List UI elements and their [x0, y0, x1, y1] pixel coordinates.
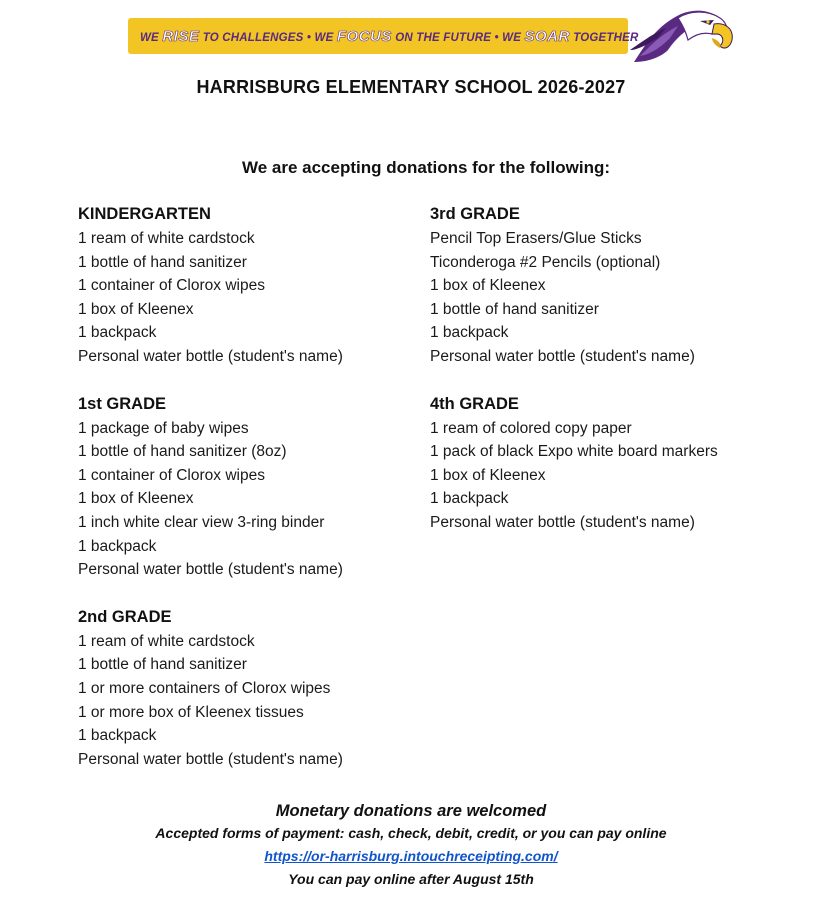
supply-item: 1 package of baby wipes — [78, 419, 249, 437]
supply-item: 1 or more box of Kleenex tissues — [78, 703, 304, 721]
supply-item: 1 bottle of hand sanitizer — [430, 300, 599, 318]
payment-note: You can pay online after August 15th — [288, 871, 534, 887]
supply-item: 1 box of Kleenex — [430, 466, 546, 484]
grade-2nd — [78, 606, 418, 772]
monetary-section — [0, 800, 822, 891]
grade-3rd — [430, 203, 790, 369]
supply-item: 1 or more containers of Clorox wipes — [78, 679, 331, 697]
grade-4th — [430, 393, 790, 535]
left-column — [78, 203, 418, 795]
supply-item: 1 bottle of hand sanitizer (8oz) — [78, 443, 287, 461]
supply-item: Personal water bottle (student's name) — [78, 347, 343, 365]
donation-intro: We are accepting donations for the following: — [241, 158, 611, 177]
eagle-head-icon — [626, 4, 736, 66]
supply-item: 1 container of Clorox wipes — [78, 277, 265, 295]
motto-banner — [128, 4, 738, 66]
supply-item: 1 backpack — [78, 537, 157, 555]
payment-forms: Accepted forms of payment: cash, check, debit, credit, or you can pay online — [155, 825, 667, 841]
supply-item: Personal water bottle (student's name) — [430, 347, 695, 365]
monetary-heading: Monetary donations are welcomed — [275, 802, 547, 820]
supply-item: Pencil Top Erasers/Glue Sticks — [430, 230, 642, 247]
supply-item: 1 backpack — [78, 727, 157, 745]
supply-item: 1 box of Kleenex — [78, 300, 194, 318]
supply-item: Personal water bottle (student's name) — [78, 561, 343, 579]
supply-item: 1 ream of white cardstock — [78, 632, 255, 650]
supply-item: 1 bottle of hand sanitizer — [78, 656, 247, 674]
supply-item: 1 container of Clorox wipes — [78, 466, 265, 484]
supply-item: 1 bottle of hand sanitizer — [78, 253, 247, 271]
grade-heading: KINDERGARTEN — [78, 205, 211, 223]
page-title: HARRISBURG ELEMENTARY SCHOOL 2026-2027 — [196, 77, 626, 97]
grade-heading: 4th GRADE — [430, 394, 519, 413]
supply-item: 1 ream of white cardstock — [78, 230, 255, 247]
grade-heading: 2nd GRADE — [78, 607, 172, 626]
payment-link[interactable]: https://or-harrisburg.intouchreceipting.com/ — [264, 848, 558, 864]
supply-item: Personal water bottle (student's name) — [430, 513, 695, 531]
supply-item: 1 pack of black Expo white board markers — [430, 443, 718, 461]
motto-text: WE RISE TO CHALLENGES • WE FOCUS ON THE FUTURE • WE SOAR TOGETHER — [140, 27, 639, 45]
supply-item: 1 inch white clear view 3-ring binder — [78, 513, 325, 531]
supply-item: Ticonderoga #2 Pencils (optional) — [430, 253, 661, 271]
right-column — [430, 203, 790, 559]
supply-item: 1 backpack — [78, 324, 157, 342]
supply-item: 1 box of Kleenex — [78, 490, 194, 508]
supply-item: Personal water bottle (student's name) — [78, 750, 343, 768]
supply-item: 1 ream of colored copy paper — [430, 419, 632, 437]
grade-heading: 1st GRADE — [78, 394, 167, 413]
supply-item: 1 backpack — [430, 490, 509, 508]
grade-1st — [78, 393, 418, 582]
supply-item: 1 backpack — [430, 324, 509, 342]
motto-bar — [128, 18, 639, 54]
grade-kindergarten — [78, 203, 418, 369]
supply-item: 1 box of Kleenex — [430, 277, 546, 295]
grade-heading: 3rd GRADE — [430, 205, 520, 223]
